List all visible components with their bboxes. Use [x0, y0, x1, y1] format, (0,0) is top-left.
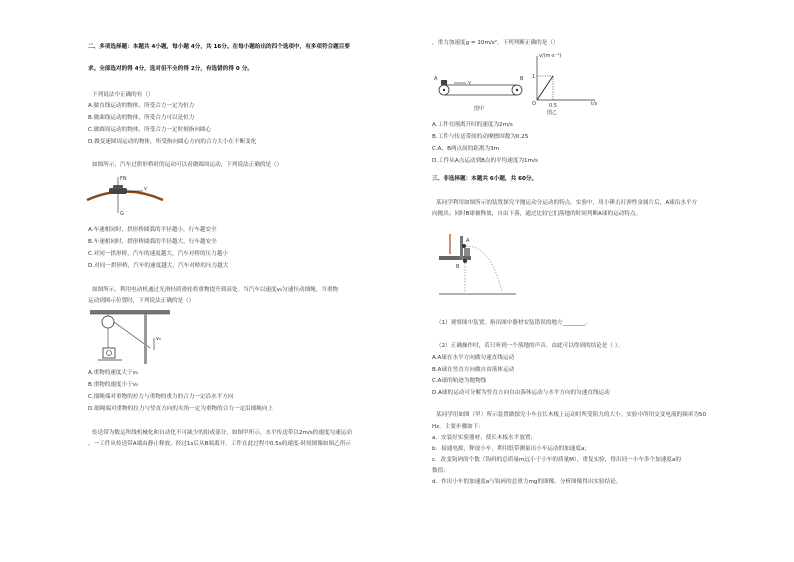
q2-option-a: A.车速相同时，拱形桥圆弧的半径越小，行车越安全 — [88, 227, 217, 233]
q2-option-d: D.对同一拱形桥，汽车的速度越大，汽车对桥的压力越大 — [88, 263, 229, 269]
q2-stem: 如图所示，汽车过拱形桥时的运动可以看做圆周运动，下列说法正确的是（） — [92, 162, 283, 168]
q6-step-c: c．改变钩码的个数（钩码的总质量m远小于小车的质量M），重复实验，得出同一小车多个加速度a的 — [432, 457, 681, 463]
section-3-title: 三、非选择题：本题共 6小题，共 60分。 — [432, 176, 538, 182]
vt-graph-figure — [527, 52, 602, 116]
q5-option-a: A.A球在水平方向做匀速直线运动 — [432, 355, 515, 361]
q3-stem: 如图所示，利用电动机通过光滑轻质滑轮将重物提升到高处。当汽车以速度v₀匀速拉动细绳，当重物 — [92, 287, 339, 293]
q4-cont: ，重力加速度g = 10m/s²。下列判断正确的是（） — [432, 40, 559, 46]
q5-option-c: C.A球的轨迹为抛物线 — [432, 378, 487, 384]
q5-option-b: B.A球在竖直方向做自由落体运动 — [432, 367, 515, 373]
section-title-cont: 求。全部选对的得 4分，选对但不全的得 2分，有选错的得 0 分。 — [88, 66, 253, 72]
q6-step-a: a．安装好实验器材，使长木板水平放置； — [432, 435, 537, 441]
q6-step-c-cont: 数值； — [432, 468, 449, 474]
q6-stem: 某同学用如图（甲）所示装置做探究小车在长木板上运动时所受阻力的大小。实验中所用交变电流的频率为50 — [436, 412, 707, 418]
q5-stem: 某同学利用如图所示的装置探究平抛运动分运动的特点。实验中，用小锤击打弹性金属片后，A球沿水平方 — [436, 200, 698, 206]
graph-x-label: t/s — [591, 101, 598, 107]
gravity-label: G — [120, 211, 124, 217]
q6-stem-cont: Hz，主要步骤如下： — [432, 424, 484, 430]
velocity-label: v — [144, 186, 147, 192]
conveyor-a-label: A — [434, 76, 438, 82]
q6-step-b: b．接通电源，释放小车，利用纸带测量出小车运动的加速度a； — [432, 446, 591, 452]
q4-stem: 传送带为数运所线机械化和自动化不可缺少的组成部分。如图甲所示，水平传送带以2m/s的速度匀速运动 — [92, 430, 352, 436]
q4-option-c: C.A、B两点间的距离为3m — [432, 146, 500, 152]
ball-a-label: A — [466, 238, 470, 244]
q1-stem: 下列说法中正确的有（） — [92, 92, 154, 98]
bridge-car-figure — [85, 175, 165, 220]
projectile-apparatus-figure — [436, 224, 521, 304]
q3-option-d: D.细绳端对重物的拉力与竖直方向的夹角一定为重物的合力一定沿细绳向上 — [88, 406, 274, 412]
q2-option-c: C.对同一拱形桥，汽车的速度越大，汽车对桥的压力越小 — [88, 251, 228, 257]
q5-part2: （2）正确操作时，若只听到一个落地的声音，由此可以得到的结论是（ ）。 — [436, 343, 624, 349]
graph-x-tick: 0.5 — [549, 103, 557, 109]
q3-option-a: A.重物的速度大于v₀ — [88, 370, 139, 376]
ball-b-label: B — [456, 264, 460, 270]
q3-option-b: B.重物的速度小于v₀ — [88, 382, 139, 388]
conveyor-v-label: v — [468, 80, 471, 86]
q1-option-b: B.做曲线运动的物体，所受合力可以是恒力 — [88, 115, 195, 121]
q4-option-a: A.工件在刚离开时的速度为2m/s — [432, 122, 513, 128]
q1-option-a: A.做直线运动的物体，所受合力一定为恒力 — [88, 103, 195, 109]
graph-y-tick: 1 — [532, 74, 536, 80]
conveyor-figure — [432, 52, 524, 112]
graph-origin: O — [532, 101, 536, 107]
figure-b-caption: 图乙 — [547, 110, 558, 116]
pulley-figure — [88, 308, 173, 366]
q5-stem-cont: 向抛出；同时B球被释放，自由下落，通过比较它们落地的时间判断A球的运动特点。 — [432, 211, 642, 217]
v0-label: v₀ — [156, 336, 161, 342]
q4-option-b: B.工件与传送带间的动摩擦因数为0.25 — [432, 134, 529, 140]
q5-part1: （1）观察图中装置，指出图中器材安装错误的地方________。 — [436, 320, 591, 326]
figure-a-caption: 图甲 — [474, 106, 485, 112]
q2-option-b: B.车速相同时，拱形桥圆弧的半径越大，行车越安全 — [88, 239, 217, 245]
section-title: 二、多项选择题：本题共 4小题，每小题 4分，共 16分。在每小题给出的四个选项中，有多项符合题目要 — [88, 44, 350, 50]
q4-stem-cont: ，一工件从传送带A端由静止释放，经过1s后从B端离开。工件在此过程中0.5s的速度-时间图像如图乙所示 — [88, 441, 351, 447]
q5-option-d: D.A球的运动可分解为竖直方向自由落体运动与水平方向的匀速直线运动 — [432, 390, 610, 396]
q4-option-d: D.工件从A点运动到B点的平均速度为1m/s — [432, 158, 538, 164]
q3-stem-cont: 运动到图示位置时，下列说法正确的是（） — [88, 298, 195, 304]
q6-step-d: d．作出小车的加速度a与钩码的总重力mg的图像，分析图像得出实验结论。 — [432, 479, 622, 485]
graph-y-label: v/(m·s⁻¹) — [539, 53, 562, 59]
normal-force-label: FN — [120, 176, 127, 182]
conveyor-b-label: B — [520, 76, 524, 82]
q3-option-c: C.细绳端对重物的拉力与重物的重力的合力一定沿水平方向 — [88, 394, 234, 400]
q1-option-c: C.做圆周运动的物体，所受合力一定时刻指向圆心 — [88, 127, 212, 133]
q1-option-d: D.做变速圆周运动的物体，所受指向圆心方向的合力大小在不断变化 — [88, 139, 257, 145]
